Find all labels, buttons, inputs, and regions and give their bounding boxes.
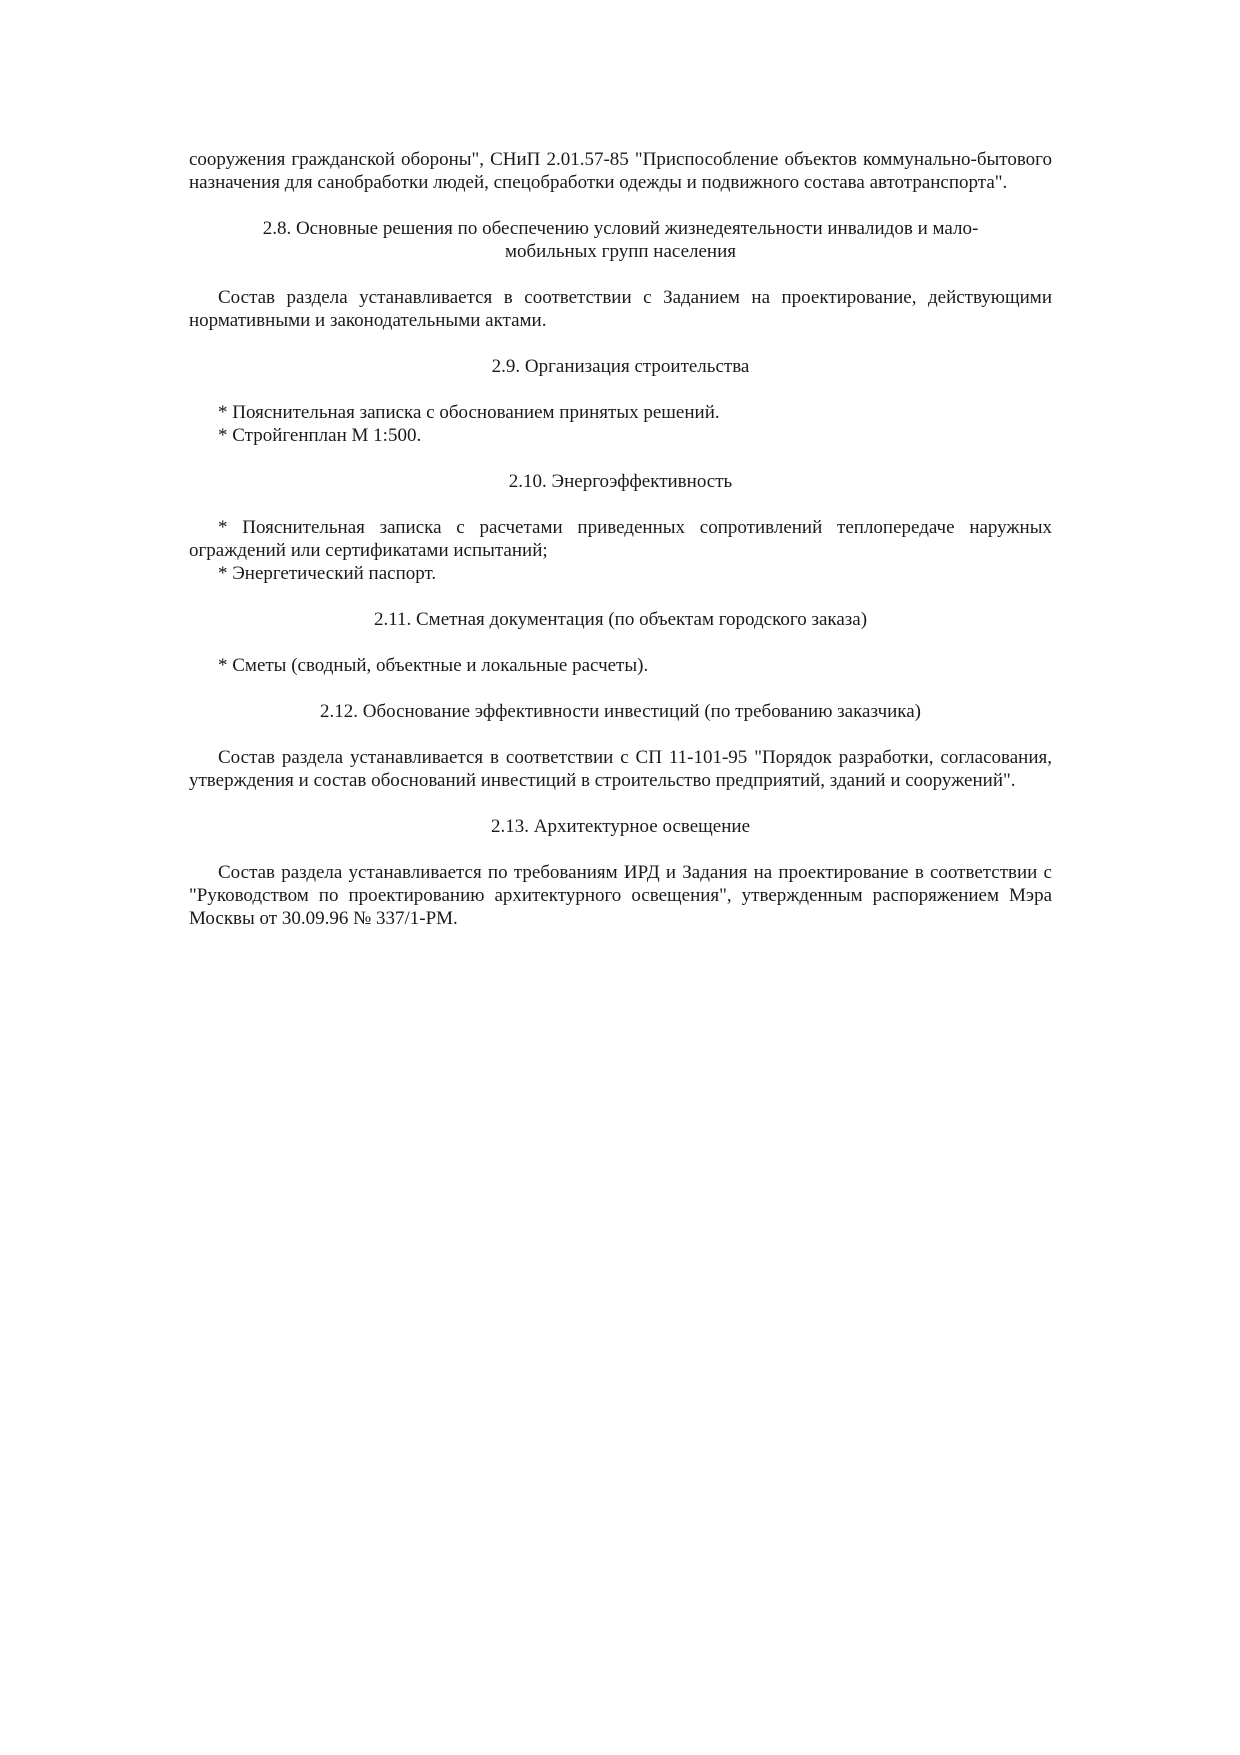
spacer (189, 263, 1052, 286)
spacer (189, 838, 1052, 861)
spacer (189, 447, 1052, 470)
section-2-12-paragraph: Состав раздела устанавливается в соответствии с СП 11-101-95 "Порядок разработки, согласования, утверждения и состав обоснований инвестиций в строительство предприятий, зданий и сооружений". (189, 747, 1052, 791)
section-2-9-item-2: * Стройгенплан М 1:500. (218, 425, 422, 446)
spacer (189, 677, 1052, 700)
spacer (189, 585, 1052, 608)
section-2-11-item-1: * Сметы (сводный, объектные и локальные расчеты). (218, 655, 649, 676)
section-heading-2-8: 2.8. Основные решения по обеспечению условий жизнедеятельности инвалидов и мало-мобильных групп населения (262, 218, 979, 262)
section-2-8-paragraph: Состав раздела устанавливается в соответствии с Заданием на проектирование, действующими нормативными и законодательными актами. (189, 287, 1052, 331)
section-heading-2-10: 2.10. Энергоэффективность (508, 471, 733, 492)
section-2-9-item-1: * Пояснительная записка с обоснованием принятых решений. (218, 402, 720, 423)
intro-paragraph: сооружения гражданской обороны", СНиП 2.01.57-85 "Приспособление объектов коммунально-бытового назначения для санобработки людей, спецобработки одежды и подвижного состава автотранспорта". (189, 149, 1052, 193)
spacer (189, 332, 1052, 355)
spacer (189, 792, 1052, 815)
section-heading-2-13: 2.13. Архитектурное освещение (490, 816, 751, 837)
section-2-10-item-1: * Пояснительная записка с расчетами приведенных сопротивлений теплопередаче наружных ограждений или сертификатами испытаний; (189, 517, 1052, 561)
document-page (189, 148, 1052, 930)
spacer (189, 493, 1052, 516)
section-heading-2-9: 2.9. Организация строительства (491, 356, 750, 377)
spacer (189, 194, 1052, 217)
spacer (189, 631, 1052, 654)
section-heading-2-11: 2.11. Сметная документация (по объектам городского заказа) (373, 609, 868, 630)
section-2-13-paragraph: Состав раздела устанавливается по требованиям ИРД и Задания на проектирование в соответствии с "Руководством по проектированию архитектурного освещения", утвержденным распоряжением Мэра Москвы от 30.09.96 № 337/1-РМ. (189, 862, 1052, 929)
section-2-10-item-2: * Энергетический паспорт. (218, 563, 437, 584)
spacer (189, 723, 1052, 746)
spacer (189, 378, 1052, 401)
section-heading-2-12: 2.12. Обоснование эффективности инвестиций (по требованию заказчика) (319, 701, 922, 722)
